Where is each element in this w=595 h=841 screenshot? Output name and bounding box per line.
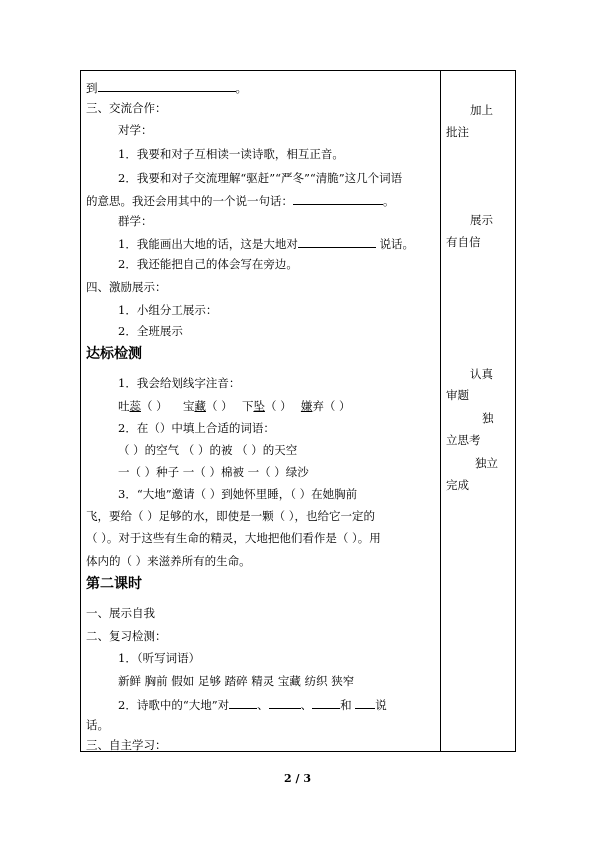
pair-study-title: 对学： (118, 123, 153, 137)
answer-blank[interactable] (298, 235, 376, 248)
note-confidence-a: 展示 (470, 213, 493, 227)
fill-row-2: 一（ ）种子 一（ ）棉被 一（ ）绿沙 (118, 465, 309, 479)
text: 说 (375, 698, 387, 712)
text: 和 (340, 698, 352, 712)
text: 。 (383, 194, 395, 208)
note-annotate-a: 加上 (470, 103, 493, 117)
pair-item-1: 1．我要和对子互相读一读诗歌，相互正音。 (118, 147, 344, 161)
text: 弃 (312, 399, 324, 413)
check-item-3-c: （ ）。对于这些有生命的精灵，大地把他们看作是（ ）。用 (86, 531, 381, 545)
poem-question-end: 话。 (86, 718, 109, 732)
note-complete-a: 独立 (475, 456, 498, 470)
text: 到 (86, 81, 98, 95)
note-review-a: 认真 (470, 367, 493, 381)
text: 、 (300, 698, 313, 712)
answer-blank[interactable] (98, 79, 236, 92)
answer-blank[interactable] (355, 696, 375, 709)
note-think-b: 立思考 (446, 433, 481, 447)
lesson-2-heading: 第二课时 (86, 576, 142, 592)
pair-item-2-a: 2．我要和对子交流理解“驱赶”“严冬”“清脆”这几个词语 (118, 171, 403, 185)
section-3-title: 三、交流合作： (86, 101, 167, 115)
check-item-3-b: 飞，要给（ ）足够的水，即使是一颗（ ），也给它一定的 (86, 509, 376, 523)
page-number: 2 / 3 (284, 772, 311, 785)
check-item-2: 2．在（）中填上合适的词语： (118, 421, 275, 435)
dictation-item: 1．（听写词语） (118, 651, 201, 665)
group-study-title: 群学： (118, 214, 153, 228)
check-item-1: 1．我会给划线字注音： (118, 376, 241, 390)
note-complete-b: 完成 (446, 478, 469, 492)
answer-blank[interactable] (293, 192, 383, 205)
text: 吐 (118, 399, 130, 413)
answer-paren[interactable]: （ ） (205, 399, 233, 413)
fill-row-1: （ ）的空气 （ ）的被 （ ）的天空 (118, 443, 298, 457)
text: 、 (257, 698, 269, 712)
text: 宝 (182, 399, 195, 413)
answer-paren[interactable]: （ ） (323, 399, 351, 413)
note-annotate-b: 批注 (446, 125, 469, 139)
answer-paren[interactable]: （ ） (141, 399, 168, 413)
note-think-a: 独 (482, 411, 494, 425)
underlined-char: 坠 (253, 399, 265, 413)
section-4-title: 四、激励展示： (86, 280, 167, 294)
answer-blank[interactable] (229, 696, 257, 709)
dictation-words: 新鲜 胸前 假如 足够 踏碎 精灵 宝藏 纺织 狭窄 (118, 674, 355, 688)
answer-blank[interactable] (312, 696, 340, 709)
text: 2．诗歌中的“大地”对 (118, 698, 230, 712)
underlined-char: 嫌 (300, 399, 313, 413)
lesson-2-section-2: 二、复习检测： (86, 629, 167, 643)
show-item-1: 1．小组分工展示： (118, 303, 218, 317)
check-heading: 达标检测 (86, 346, 142, 362)
underlined-char: 藏 (194, 399, 206, 413)
text: 。 (235, 81, 247, 95)
lesson-2-section-3: 三、自主学习： (86, 738, 167, 752)
check-item-3-a: 3．“大地”邀请（ ）到她怀里睡，（ ）在她胸前 (118, 487, 358, 501)
column-divider (440, 70, 441, 752)
check-item-3-d: 体内的（ ）来滋养所有的生命。 (86, 554, 251, 568)
pair-item-2-b (86, 192, 395, 209)
poem-question (118, 696, 387, 713)
text: 下 (241, 399, 254, 413)
text: 说话。 (375, 237, 414, 251)
answer-paren[interactable]: （ ） (264, 399, 292, 413)
text: 的意思。我还会用其中的一个说一句话： (86, 194, 293, 208)
underlined-char: 蕊 (129, 399, 141, 413)
group-item-1 (118, 235, 414, 252)
group-item-2: 2．我还能把自己的体会写在旁边。 (118, 257, 298, 271)
text: 1．我能画出大地的话，这是大地对 (118, 237, 298, 251)
note-review-b: 审题 (446, 388, 469, 402)
lesson-2-section-1: 一、展示自我 (86, 606, 155, 620)
fill-line-1 (86, 79, 247, 96)
show-item-2: 2．全班展示 (118, 324, 183, 338)
note-confidence-b: 有自信 (446, 235, 481, 249)
answer-blank[interactable] (269, 696, 301, 709)
pinyin-words-row (118, 398, 351, 414)
